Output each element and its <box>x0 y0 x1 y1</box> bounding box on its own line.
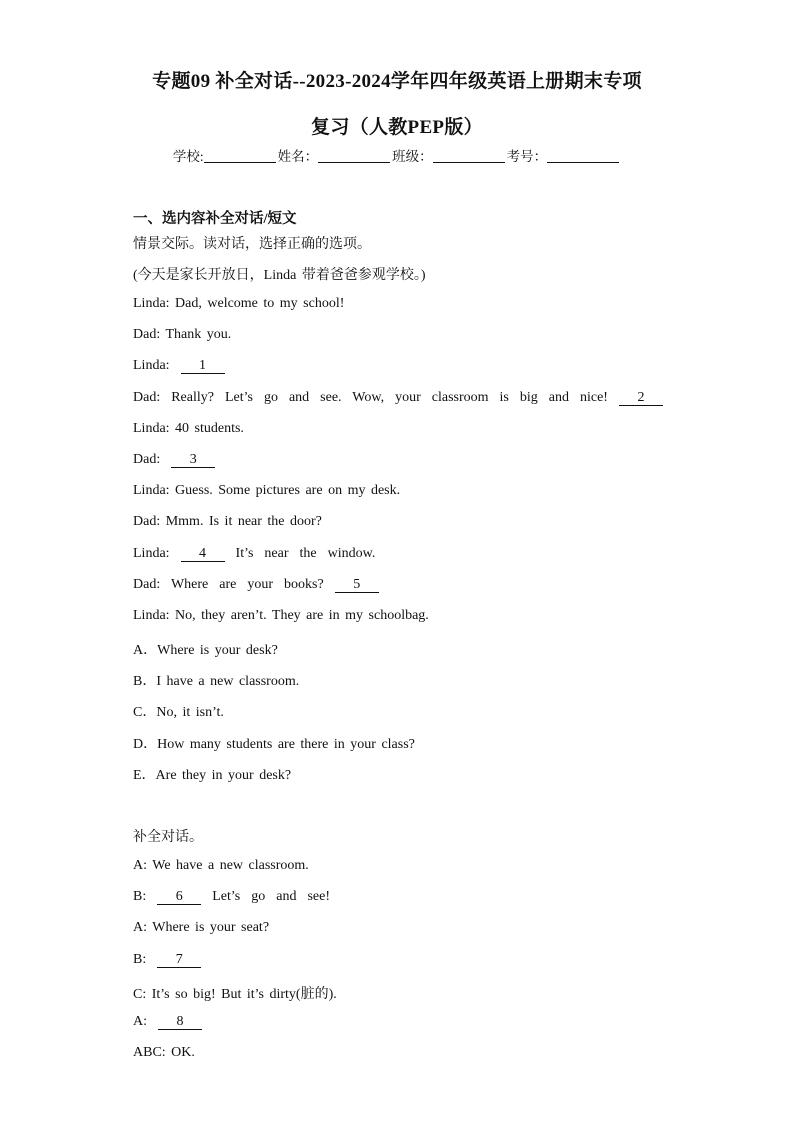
dialogue-line: Dad: Mmm. Is it near the door? <box>133 514 322 530</box>
section-1-title: 一、选内容补全对话/短文 <box>133 211 297 227</box>
dialogue-continuation-text: It’s near the window. <box>224 545 376 561</box>
school-field[interactable] <box>204 149 276 163</box>
dialogue-line: Linda: No, they aren’t. They are in my schoolbag. <box>133 608 429 623</box>
dialogue-line <box>133 577 379 593</box>
dialogue-line: ABC: OK. <box>133 1045 195 1061</box>
dialogue-line <box>133 952 201 968</box>
name-label: 姓名： <box>277 149 319 164</box>
dialogue-speaker-text: B: <box>133 889 158 905</box>
answer-blank[interactable]: 4 <box>181 547 225 562</box>
dialogue-speaker-text: Linda: <box>133 545 181 561</box>
answer-option: A．Where is your desk? <box>133 643 278 658</box>
class-field[interactable] <box>433 149 505 163</box>
answer-blank[interactable]: 1 <box>181 359 225 374</box>
page-title-line-2: 复习（人教PEP版） <box>311 117 483 138</box>
dialogue-line: Linda: Guess. Some pictures are on my desk. <box>133 483 401 499</box>
section-2-instruction: 补全对话。 <box>133 830 203 845</box>
dialogue-line <box>133 390 663 406</box>
dialogue-line: A: We have a new classroom. <box>133 858 309 873</box>
dialogue-line <box>133 1014 202 1030</box>
dialogue-speaker-text: B: <box>133 951 158 967</box>
dialogue-line <box>133 452 215 468</box>
class-label: 班级： <box>392 149 433 164</box>
dialogue-speaker-text: Dad: Where are your books? <box>133 576 335 592</box>
dialogue-line <box>133 546 375 562</box>
answer-blank[interactable]: 2 <box>619 391 663 406</box>
dialogue-line: C: It’s so big! But it’s dirty(脏的). <box>133 986 337 1002</box>
answer-option: C．No, it isn’t. <box>133 705 224 721</box>
answer-option: D．How many students are there in your class? <box>133 736 415 752</box>
section-1-context: (今天是家长开放日，Linda 带着爸爸参观学校。) <box>133 268 426 283</box>
school-label: 学校: <box>172 149 204 164</box>
answer-blank[interactable]: 7 <box>157 953 201 968</box>
section-1-instruction: 情景交际。读对话，选择正确的选项。 <box>133 237 371 252</box>
dialogue-line: Dad: Thank you. <box>133 327 232 343</box>
name-field[interactable] <box>318 149 390 163</box>
answer-option: B．I have a new classroom. <box>133 674 300 690</box>
dialogue-line: Linda: Dad, welcome to my school! <box>133 296 345 311</box>
dialogue-line: Linda: 40 students. <box>133 420 244 436</box>
dialogue-speaker-text: Linda: <box>133 358 181 374</box>
page-title-line-1: 专题09 补全对话--2023-2024学年四年级英语上册期末专项 <box>152 71 642 92</box>
dialogue-line <box>133 358 225 374</box>
dialogue-speaker-text: Dad: Really? Let’s go and see. Wow, your classroom is big and nice! <box>133 389 619 405</box>
dialogue-speaker-text: A: <box>133 1014 158 1029</box>
dialogue-speaker-text: Dad: <box>133 452 172 467</box>
exam-number-label: 考号： <box>506 149 548 164</box>
dialogue-line <box>133 889 330 905</box>
dialogue-continuation-text: Let’s go and see! <box>201 889 330 905</box>
student-info-row <box>0 145 794 165</box>
answer-blank[interactable]: 8 <box>158 1015 202 1030</box>
answer-option: E．Are they in your desk? <box>133 767 292 783</box>
exam-number-field[interactable] <box>547 149 619 163</box>
answer-blank[interactable]: 6 <box>157 890 201 905</box>
answer-blank[interactable]: 5 <box>335 578 379 593</box>
answer-blank[interactable]: 3 <box>171 453 215 468</box>
dialogue-line: A: Where is your seat? <box>133 920 270 936</box>
